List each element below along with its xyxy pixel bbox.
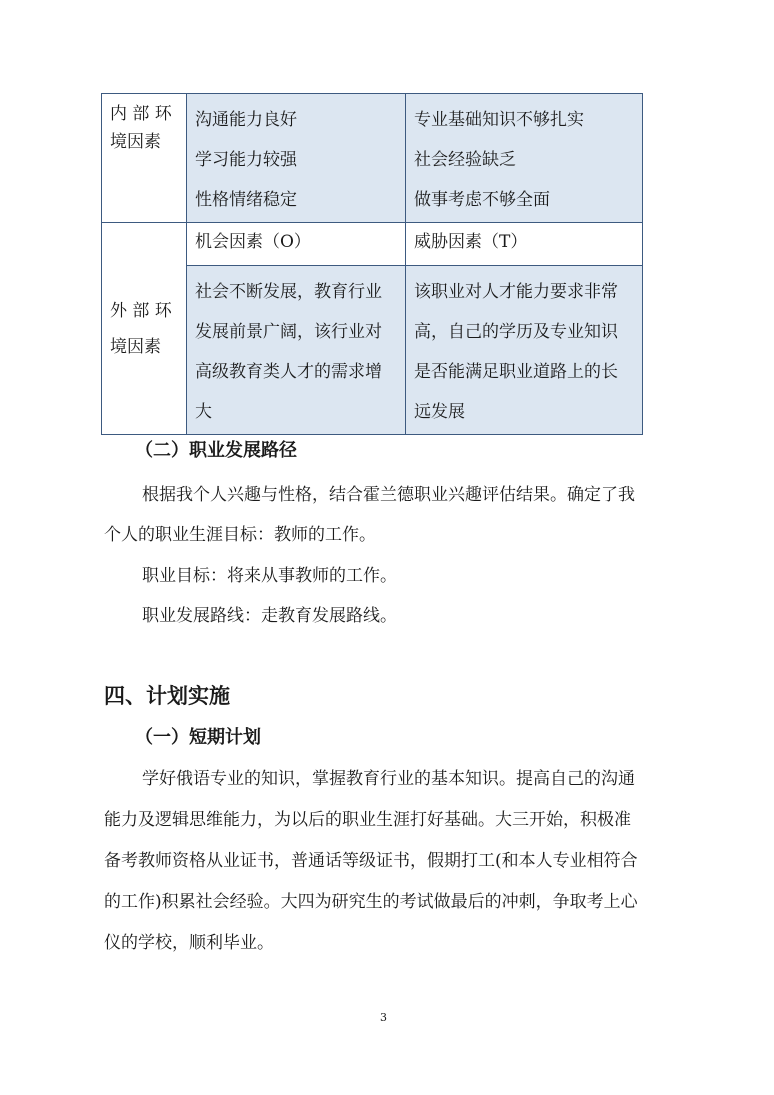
external-label-line: 境因素 [110, 336, 161, 357]
threat-header-text: 威胁因素（T） [414, 232, 528, 252]
external-header-row [102, 223, 643, 266]
career-path-paragraph-line: 个人的职业生涯目标：教师的工作。 [104, 525, 376, 545]
threat-header [406, 223, 643, 266]
opportunity-header-text: 机会因素（O） [195, 232, 311, 252]
weakness-item: 社会经验缺乏 [414, 150, 516, 170]
threat-line: 是否能满足职业道路上的长 [414, 362, 618, 382]
opportunities-cell [187, 266, 406, 435]
weakness-item: 做事考虑不够全面 [414, 190, 550, 210]
strength-item: 沟通能力良好 [195, 110, 297, 130]
internal-label-line: 内 部 环 [110, 104, 172, 124]
plan-paragraph-line: 的工作)积累社会经验。大四为研究生的考试做最后的冲刺，争取考上心 [104, 892, 638, 912]
plan-paragraph-line: 备考教师资格从业证书，普通话等级证书，假期打工(和本人专业相符合 [104, 851, 638, 871]
strengths-cell [187, 94, 406, 223]
external-label-line: 外 部 环 [110, 300, 172, 321]
career-path-heading: （二）职业发展路径 [135, 440, 297, 461]
strength-item: 学习能力较强 [195, 150, 297, 170]
plan-paragraph-line: 学好俄语专业的知识，掌握教育行业的基本知识。提高自己的沟通 [142, 769, 635, 789]
plan-paragraph-line: 仪的学校，顺利毕业。 [104, 933, 274, 953]
swot-table [101, 93, 643, 435]
threats-cell [406, 266, 643, 435]
career-goal-line: 职业目标：将来从事教师的工作。 [142, 566, 397, 586]
plan-section-heading: 四、计划实施 [104, 684, 230, 708]
career-route-line: 职业发展路线：走教育发展路线。 [142, 606, 397, 626]
career-path-paragraph-line: 根据我个人兴趣与性格，结合霍兰德职业兴趣评估结果。确定了我 [142, 485, 635, 505]
opportunity-header [187, 223, 406, 266]
page-number: 3 [380, 1011, 387, 1024]
external-label-cell [102, 223, 187, 435]
threat-line: 远发展 [414, 402, 465, 422]
internal-row [102, 94, 643, 223]
threat-line: 该职业对人才能力要求非常 [414, 282, 618, 302]
strength-item: 性格情绪稳定 [195, 190, 297, 210]
plan-paragraph-line: 能力及逻辑思维能力，为以后的职业生涯打好基础。大三开始，积极准 [104, 810, 631, 830]
weakness-item: 专业基础知识不够扎实 [414, 110, 584, 130]
opportunity-line: 大 [195, 402, 212, 422]
short-term-plan-heading: （一）短期计划 [135, 727, 261, 748]
internal-label-line: 境因素 [110, 132, 161, 152]
opportunity-line: 高级教育类人才的需求增 [195, 362, 382, 382]
opportunity-line: 发展前景广阔，该行业对 [195, 322, 382, 342]
threat-line: 高，自己的学历及专业知识 [414, 322, 618, 342]
opportunity-line: 社会不断发展，教育行业 [195, 282, 382, 302]
weaknesses-cell [406, 94, 643, 223]
internal-label-cell [102, 94, 187, 223]
